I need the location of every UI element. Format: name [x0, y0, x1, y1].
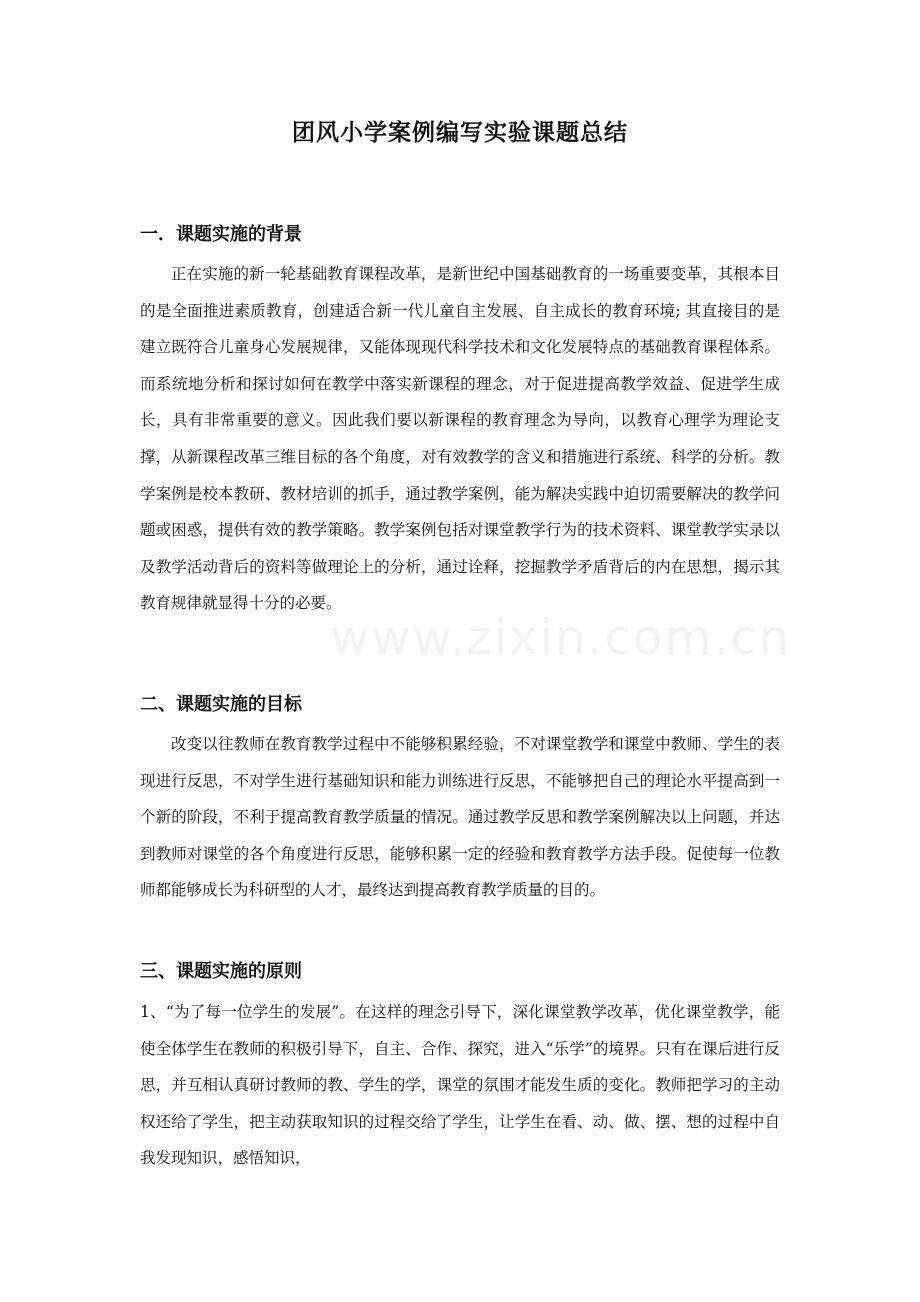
- section-heading-principles: 三、课题实施的原则: [140, 961, 302, 982]
- document-title: 团风小学案例编写实验课题总结: [292, 120, 628, 146]
- watermark: www.zixin.com.cn: [330, 610, 792, 666]
- section-paragraph-goals: 改变以往教师在教育教学过程中不能够积累经验，不对课堂教学和课堂中教师、学生的表现进行反思，不对学生进行基础知识和能力训练进行反思，不能够把自己的理论水平提高到一个新的阶段，不利于提高教育教学质量的情况。通过教学反思和教学案例解决以上问题，并达到教师对课堂的各个角度进行反思，能够积累一定的经验和教育教学方法手段。促使每一位教师都能够成长为科研型的人才，最终达到提高教育教学质量的目的。: [140, 735, 780, 900]
- section-paragraph-principles: 1、“为了每一位学生的发展”。在这样的理念引导下，深化课堂教学改革，优化课堂教学，能使全体学生在教师的积极引导下，自主、合作、探究，进入“乐学”的境界。只有在课后进行反思，并互相认真研讨教师的教、学生的学，课堂的氛围才能发生质的变化。教师把学习的主动权还给了学生，把主动获取知识的过程交给了学生，让学生在看、动、做、摆、想的过程中自我发现知识，感悟知识，: [140, 1003, 780, 1168]
- section-paragraph-background: 正在实施的新一轮基础教育课程改革，是新世纪中国基础教育的一场重要变革，其根本目的是全面推进素质教育，创建适合新一代儿童自主发展、自主成长的教育环境; 其直接目的是建立既符合儿童身心发展规律，又能体现现代科学技术和文化发展特点的基础教育课程体系。而系统地分析和探讨如何在教学中落实新课程的理念，对于促进提高教学效益、促进学生成长，具有非常重要的意义。因此我们要以新课程的教育理念为导向，以教育心理学为理论支撑，从新课程改革三维目标的各个角度，对有效教学的含义和措施进行系统、科学的分析。教学案例是校本教研、教材培训的抓手，通过教学案例，能为解决实践中迫切需要解决的教学问题或困惑，提供有效的教学策略。教学案例包括对课堂教学行为的技术资料、课堂教学实录以及教学活动背后的资料等做理论上的分析，通过诠释，挖掘教学矛盾背后的内在思想，揭示其教育规律就显得十分的必要。: [140, 265, 780, 613]
- section-heading-goals: 二、课题实施的目标: [140, 694, 302, 715]
- section-heading-background: 一．课题实施的背景: [140, 224, 302, 245]
